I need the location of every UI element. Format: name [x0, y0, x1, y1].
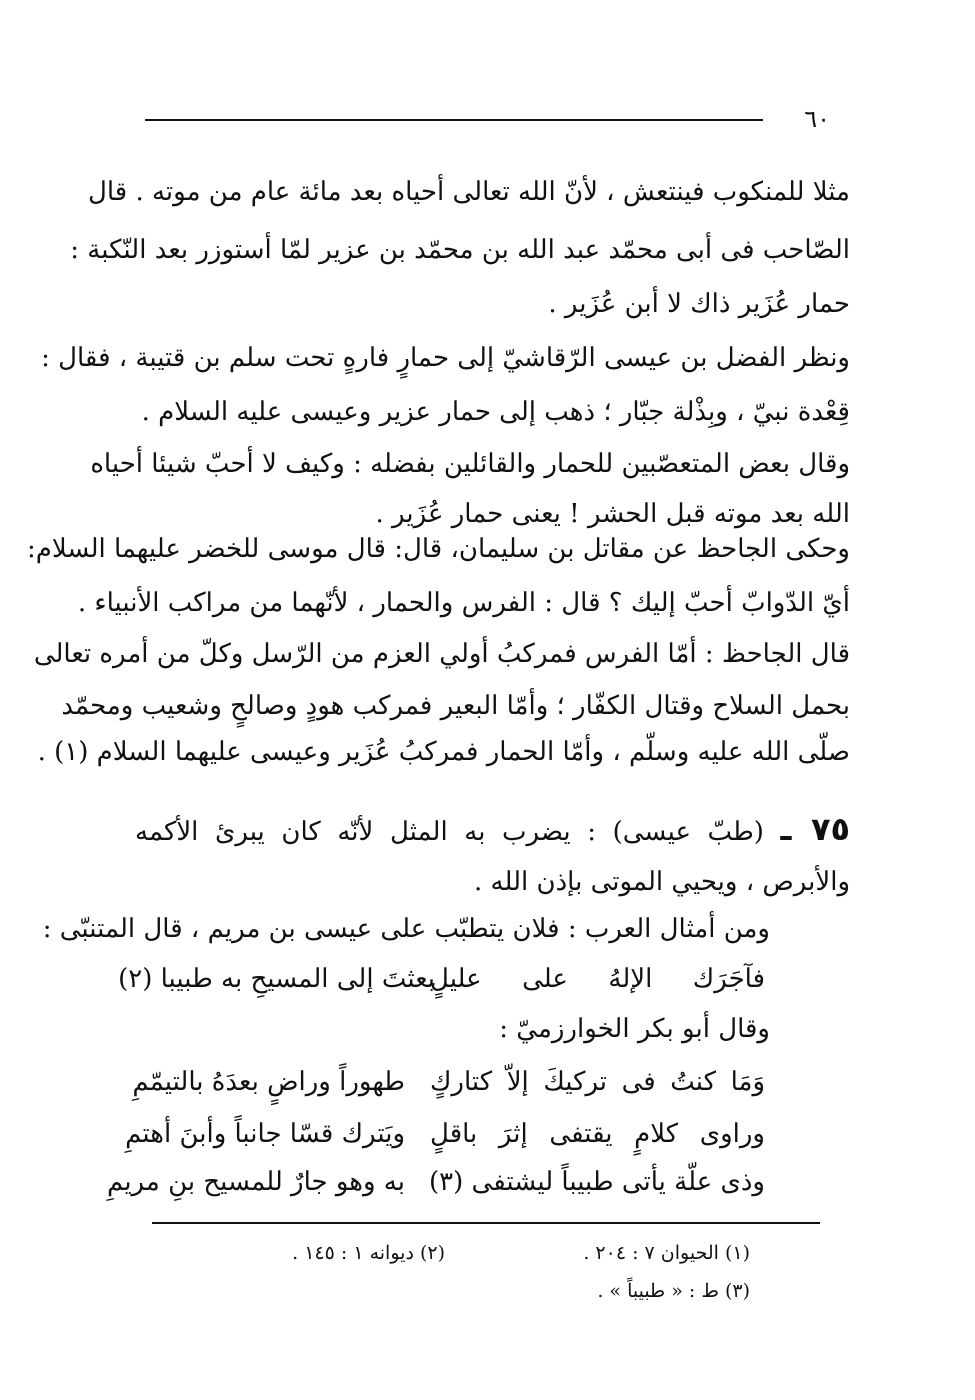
body-line-9: أيّ الدّوابّ أحبّ إليك ؟ قال : الفرس والحمار ، لأنّهما من مراكب الأنبياء .: [77, 588, 850, 618]
verse1-second-hemistich: بعثتَ إلى المسيحِ به طبيبا (٢): [118, 964, 435, 994]
body-line-11: بحمل السلاح وقتال الكفّار ؛ وأمّا البعير فمركب هودٍ وصالحٍ وشعيب ومحمّد: [61, 691, 850, 721]
body-line-8: وحكى الجاحظ عن مقاتل بن سليمان، قال: قال موسى للخضر عليهما السلام:: [27, 534, 850, 564]
body-line-1: مثلا للمنكوب فينتعش ، لأنّ الله تعالى أحياه بعد مائة عام من موته . قال: [87, 177, 850, 207]
footnote-1: (١) الحيوان ٧ : ٢٠٤ .: [583, 1242, 750, 1264]
body-line-7: الله بعد موته قبل الحشر ! يعنى حمار عُزَير .: [375, 499, 850, 529]
footnote-3: (٣) ط : « طبيباً » .: [597, 1280, 750, 1302]
body-line-10: قال الجاحظ : أمّا الفرس فمركبُ أولي العزم من الرّسل وكلّ من أمره تعالى: [33, 639, 850, 669]
proverb-line: ومن أمثال العرب : فلان يتطبّب على عيسى بن مريم ، قال المتنبّى :: [42, 914, 770, 944]
poem-line-2-second: ويَترك قسّا جانباً وأبنَ أهتمِ: [125, 1119, 405, 1149]
body-line-5: قِعْدة نبيّ ، وبِذْلة جبّار ؛ ذهب إلى حمار عزير وعيسى عليه السلام .: [141, 397, 850, 427]
poem-line-3-first: وذى علّة يأتى طبيباً ليشتفى (٣): [429, 1167, 765, 1197]
poem-line-1-first: وَمَا كنتُ فى تركيكَ إلاّ كتاركٍ: [430, 1067, 765, 1097]
section-75-text: (طبّ عيسى) : يضرب به المثل لأنّه كان يبرئ الأكمه: [135, 817, 764, 847]
footnote-rule: [152, 1222, 820, 1224]
body-line-12: صلّى الله عليه وسلّم ، وأمّا الحمار فمركبُ عُزَير وعيسى عليهما السلام (١) .: [37, 737, 850, 767]
body-line-4: ونظر الفضل بن عيسى الرّقاشيّ إلى حمارٍ فارهٍ تحت سلم بن قتيبة ، فقال :: [41, 343, 850, 373]
khwarazmi-intro: وقال أبو بكر الخوارزميّ :: [499, 1014, 770, 1044]
section-75-line-1: [135, 805, 850, 857]
page-header: [145, 102, 830, 136]
poem-line-2-first: وراوى كلامٍ يقتفى إثرَ باقلٍ: [430, 1119, 765, 1149]
page-number: ٦٠: [804, 105, 830, 133]
verse1-first-hemistich: فآجَرَك الإلهُ على عليلٍ: [430, 964, 765, 994]
section-75-line-2: والأبرص ، ويحيي الموتى بإذن الله .: [474, 867, 850, 897]
footnote-2: (٢) ديوانه ١ : ١٤٥ .: [292, 1242, 445, 1264]
poem-line-1-second: طهوراً وراضٍ بعدَهُ بالتيمّمِ: [132, 1067, 405, 1097]
body-line-2: الصّاحب فى أبى محمّد عبد الله بن محمّد بن عزير لمّا أستوزر بعد النّكبة :: [70, 235, 850, 265]
poem-line-3-second: به وهو جارٌ للمسيح بنِ مريمِ: [107, 1167, 405, 1197]
body-line-3: حمار عُزَير ذاك لا أبن عُزَير .: [548, 289, 850, 319]
section-number: ٧٥ ـ: [780, 810, 851, 848]
body-line-6: وقال بعض المتعصّبين للحمار والقائلين بفضله : وكيف لا أحبّ شيئا أحياه: [90, 449, 850, 479]
header-rule: [145, 119, 763, 121]
